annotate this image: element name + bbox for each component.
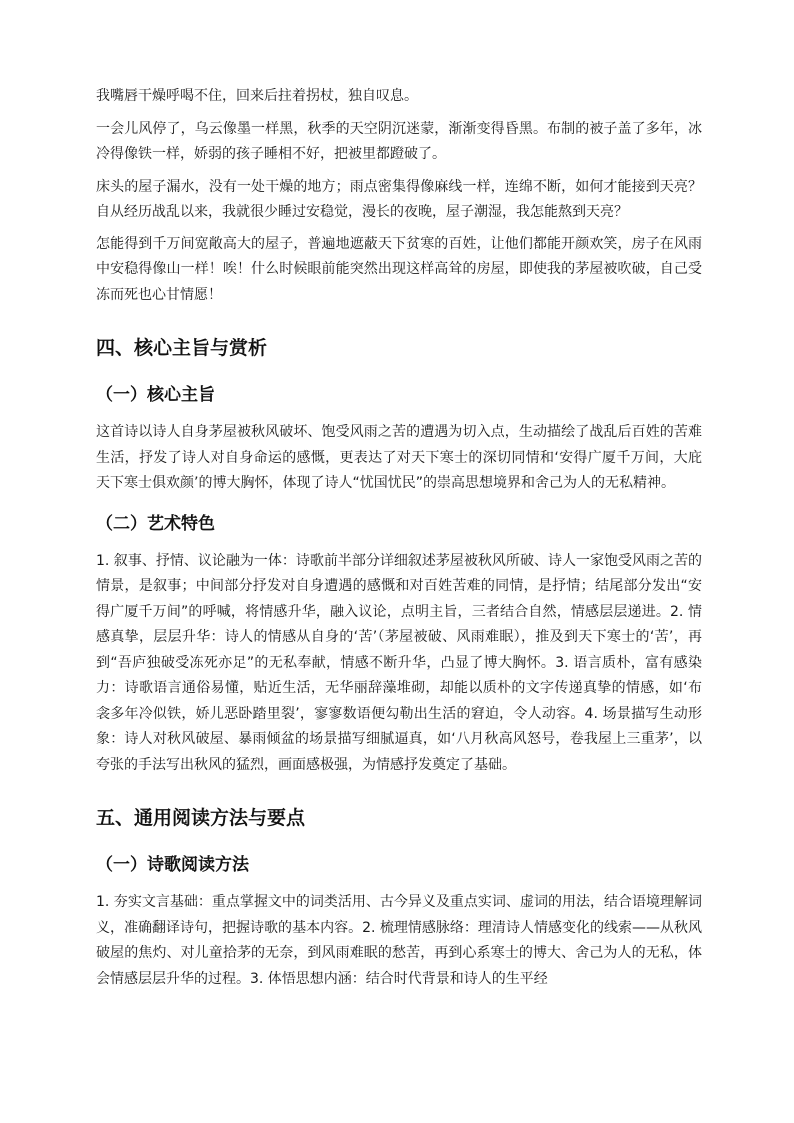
document-page bbox=[96, 84, 702, 992]
body-paragraph: 1. 夯实文言基础：重点掌握文中的词类活用、古今异义及重点实词、虚词的用法，结合语境理解词义，准确翻译诗句，把握诗歌的基本内容。2. 梳理情感脉络：理清诗人情感变化的线索——从秋风破屋的焦灼、对儿童拾茅的无奈，到风雨难眠的愁苦，再到心系寒士的博大、舍己为人的无私，体会情感层层升华的过程。3. 体悟思想内涵：结合时代背景和诗人的生平经 bbox=[96, 894, 702, 987]
subsection-heading: （二）艺术特色 bbox=[96, 513, 215, 534]
translation-paragraph: 怎能得到千万间宽敞高大的屋子，普遍地遮蔽天下贫寒的百姓，让他们都能开颜欢笑，房子在风雨中安稳得像山一样！唉！什么时候眼前能突然出现这样高耸的房屋，即使我的茅屋被吹破，自己受冻而死也心甘情愿！ bbox=[96, 235, 702, 303]
section-heading: 五、通用阅读方法与要点 bbox=[96, 807, 306, 829]
translation-paragraph: 床头的屋子漏水，没有一处干燥的地方；雨点密集得像麻线一样，连绵不断，如何才能接到天亮？自从经历战乱以来，我就很少睡过安稳觉，漫长的夜晚，屋子潮湿，我怎能熬到天亮？ bbox=[96, 178, 702, 220]
translation-paragraph: 一会儿风停了，乌云像墨一样黑，秋季的天空阴沉迷蒙，渐渐变得昏黑。布制的被子盖了多年，冰冷得像铁一样，娇弱的孩子睡相不好，把被里都蹬破了。 bbox=[96, 120, 702, 162]
body-paragraph: 这首诗以诗人自身茅屋被秋风破坏、饱受风雨之苦的遭遇为切入点，生动描绘了战乱后百姓的苦难生活，抒发了诗人对自身命运的感慨，更表达了对天下寒士的深切同情和‘安得广厦千万间，大庇天下寒士俱欢颜’的博大胸怀，体现了诗人“忧国忧民”的崇高思想境界和舍己为人的无私精神。 bbox=[96, 424, 702, 491]
translation-paragraph: 我嘴唇干燥呼喝不住，回来后拄着拐杖，独自叹息。 bbox=[96, 88, 418, 104]
subsection-heading: （一）诗歌阅读方法 bbox=[96, 855, 249, 875]
section-heading: 四、核心主旨与赏析 bbox=[96, 337, 268, 359]
body-paragraph: 1. 叙事、抒情、议论融为一体：诗歌前半部分详细叙述茅屋被秋风所破、诗人一家饱受风雨之苦的情景，是叙事；中间部分抒发对自身遭遇的感慨和对百姓苦难的同情，是抒情；结尾部分发出“安得广厦千万间”的呼喊，将情感升华，融入议论，点明主旨，三者结合自然，情感层层递进。2. 情感真挚，层层升华：诗人的情感从自身的‘苦’（茅屋被破、风雨难眠），推及到天下寒士的‘苦’，再到“吾庐独破受冻死亦足”的无私奉献，情感不断升华，凸显了博大胸怀。3. 语言质朴，富有感染力：诗歌语言通俗易懂，贴近生活，无华丽辞藻堆砌，却能以质朴的文字传递真挚的情感，如‘布衾多年冷似铁，娇儿恶卧踏里裂’，寥寥数语便勾勒出生活的窘迫，令人动容。4. 场景描写生动形象：诗人对秋风破屋、暴雨倾盆的场景描写细腻逼真，如‘八月秋高风怒号，卷我屋上三重茅’，以夸张的手法写出秋风的猛烈，画面感极强，为情感抒发奠定了基础。 bbox=[96, 552, 702, 773]
subsection-heading: （一）核心主旨 bbox=[96, 385, 215, 405]
